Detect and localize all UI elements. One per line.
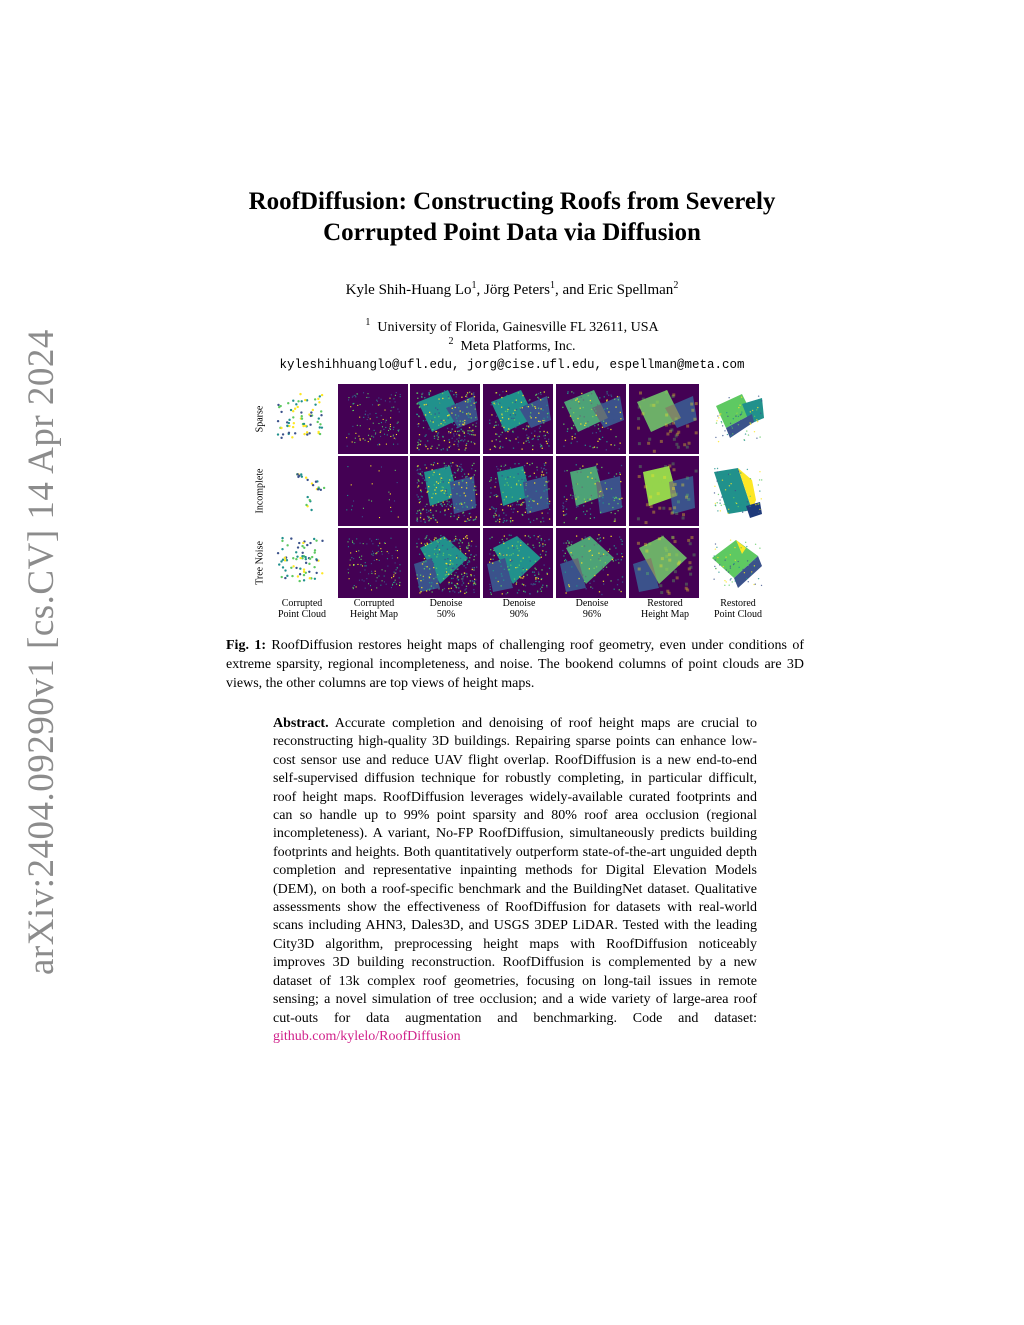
figure-panel-tree-noise-denoise-96 <box>556 528 626 598</box>
figure-1-grid <box>250 382 780 622</box>
affiliation-line <box>0 318 1024 337</box>
affiliation-mark: 2 <box>448 336 454 347</box>
caption-label: Fig. 1: <box>226 638 266 653</box>
figure-panel-incomplete-restored-height-map <box>629 456 699 526</box>
caption-text: RoofDiffusion restores height maps of challenging roof geometry, even under conditions of extreme sparsity, regional incompleteness, and noise. The bookend columns of point clouds are 3D views, the other columns are top views of height maps. <box>226 638 805 691</box>
affiliation-line <box>0 337 1024 356</box>
author-affiliation-mark: 1 <box>471 280 477 291</box>
figure-panel-incomplete-restored-point-cloud <box>702 456 772 526</box>
row-label-sparse: Sparse <box>254 405 266 433</box>
column-label-restored-height-map: Restored Height Map <box>640 598 690 620</box>
figure-panel-tree-noise-corrupted-height-map <box>338 528 408 598</box>
code-dataset-link[interactable]: github.com/kylelo/RoofDiffusion <box>273 1028 461 1044</box>
abstract <box>273 715 757 1046</box>
figure-panel-incomplete-denoise-96 <box>556 456 626 526</box>
figure-caption <box>226 636 804 693</box>
figure-panel-tree-noise-corrupted-point-cloud <box>266 528 336 598</box>
figure-panel-sparse-restored-point-cloud <box>702 384 772 454</box>
column-label-restored-point-cloud: Restored Point Cloud <box>713 598 763 620</box>
figure-panel-sparse-denoise-90 <box>483 384 553 454</box>
figure-panel-sparse-corrupted-height-map <box>338 384 408 454</box>
author-emails: kyleshihhuanglo@ufl.edu, jorg@cise.ufl.edu, espellman@meta.com <box>279 358 745 372</box>
column-label-corrupted-point-cloud: Corrupted Point Cloud <box>277 598 327 620</box>
author-name: Eric Spellman <box>587 282 674 298</box>
affiliation-mark: 1 <box>365 317 371 328</box>
arxiv-identifier-stamp: arXiv:2404.09290v1 [cs.CV] 14 Apr 2024 <box>21 329 62 975</box>
affiliations <box>0 318 1024 375</box>
column-label-corrupted-height-map: Corrupted Height Map <box>349 598 399 620</box>
author-name: Jörg Peters <box>484 282 550 298</box>
figure-panel-tree-noise-denoise-50 <box>410 528 480 598</box>
figure-panel-incomplete-denoise-90 <box>483 456 553 526</box>
paper-title <box>0 186 1024 248</box>
abstract-label: Abstract. <box>273 716 329 731</box>
title-line-2: Corrupted Point Data via Diffusion <box>323 219 701 246</box>
figure-panel-tree-noise-denoise-90 <box>483 528 553 598</box>
figure-panel-sparse-denoise-96 <box>556 384 626 454</box>
column-label-denoise-90: Denoise 90% <box>502 598 536 620</box>
author-name: Kyle Shih-Huang Lo <box>345 282 472 298</box>
affiliation-text: University of Florida, Gainesville FL 32611, USA <box>377 320 659 335</box>
abstract-text: Accurate completion and denoising of roof height maps are crucial to reconstructing high-quality 3D buildings. Repairing sparse points can enhance low-cost sensor use and reduce UAV flight overlap. RoofDiffusion is a new end-to-end self-supervised diffusion technique for robustly completing, in particular difficult, roof height maps. RoofDiffusion leverages widely-available curated footprints and can so handle up to 99% point sparsity and 80% roof area occlusion (regional incompleteness). A variant, No-FP RoofDiffusion, simultaneously predicts building footprints and heights. Both quantitatively outperform state-of-the-art unguided depth completion and representative inpainting methods for Digital Elevation Models (DEM), on both a roof-specific benchmark and the BuildingNet dataset. Qualitative assessments show the effectiveness of RoofDiffusion for datasets with real-world scans including AHN3, Dales3D, and USGS 3DEP LiDAR. Tested with the leading City3D algorithm, preprocessing height maps with RoofDiffusion noticeably improves 3D building reconstruction. RoofDiffusion is complemented by a new dataset of 13k complex roof geometries, focusing on long-tail issues in remote sensing; a novel simulation of tree occlusion; and a wide variety of large-area roof cut-outs for data augmentation and benchmarking. Code and dataset: <box>273 716 757 1026</box>
figure-panel-incomplete-corrupted-point-cloud <box>266 456 336 526</box>
figure-panel-incomplete-corrupted-height-map <box>338 456 408 526</box>
affiliation-text: Meta Platforms, Inc. <box>460 339 576 354</box>
column-label-denoise-96: Denoise 96% <box>575 598 609 620</box>
row-label-incomplete: Incomplete <box>254 468 266 514</box>
figure-panel-sparse-restored-height-map <box>629 384 699 454</box>
author-affiliation-mark: 2 <box>673 280 679 291</box>
figure-panel-tree-noise-restored-height-map <box>629 528 699 598</box>
figure-panel-incomplete-denoise-50 <box>410 456 480 526</box>
figure-panel-sparse-denoise-50 <box>410 384 480 454</box>
figure-panel-sparse-corrupted-point-cloud <box>266 384 336 454</box>
row-label-tree-noise: Tree Noise <box>254 541 266 585</box>
column-label-denoise-50: Denoise 50% <box>429 598 463 620</box>
figure-panel-tree-noise-restored-point-cloud <box>702 528 772 598</box>
author-affiliation-mark: 1 <box>549 280 555 291</box>
author-list: Kyle Shih-Huang Lo$^1$, Jörg Peters$^1$, and Eric Spellman$^2$ <box>345 280 679 298</box>
title-line-1: RoofDiffusion: Constructing Roofs from Severely <box>248 188 776 215</box>
